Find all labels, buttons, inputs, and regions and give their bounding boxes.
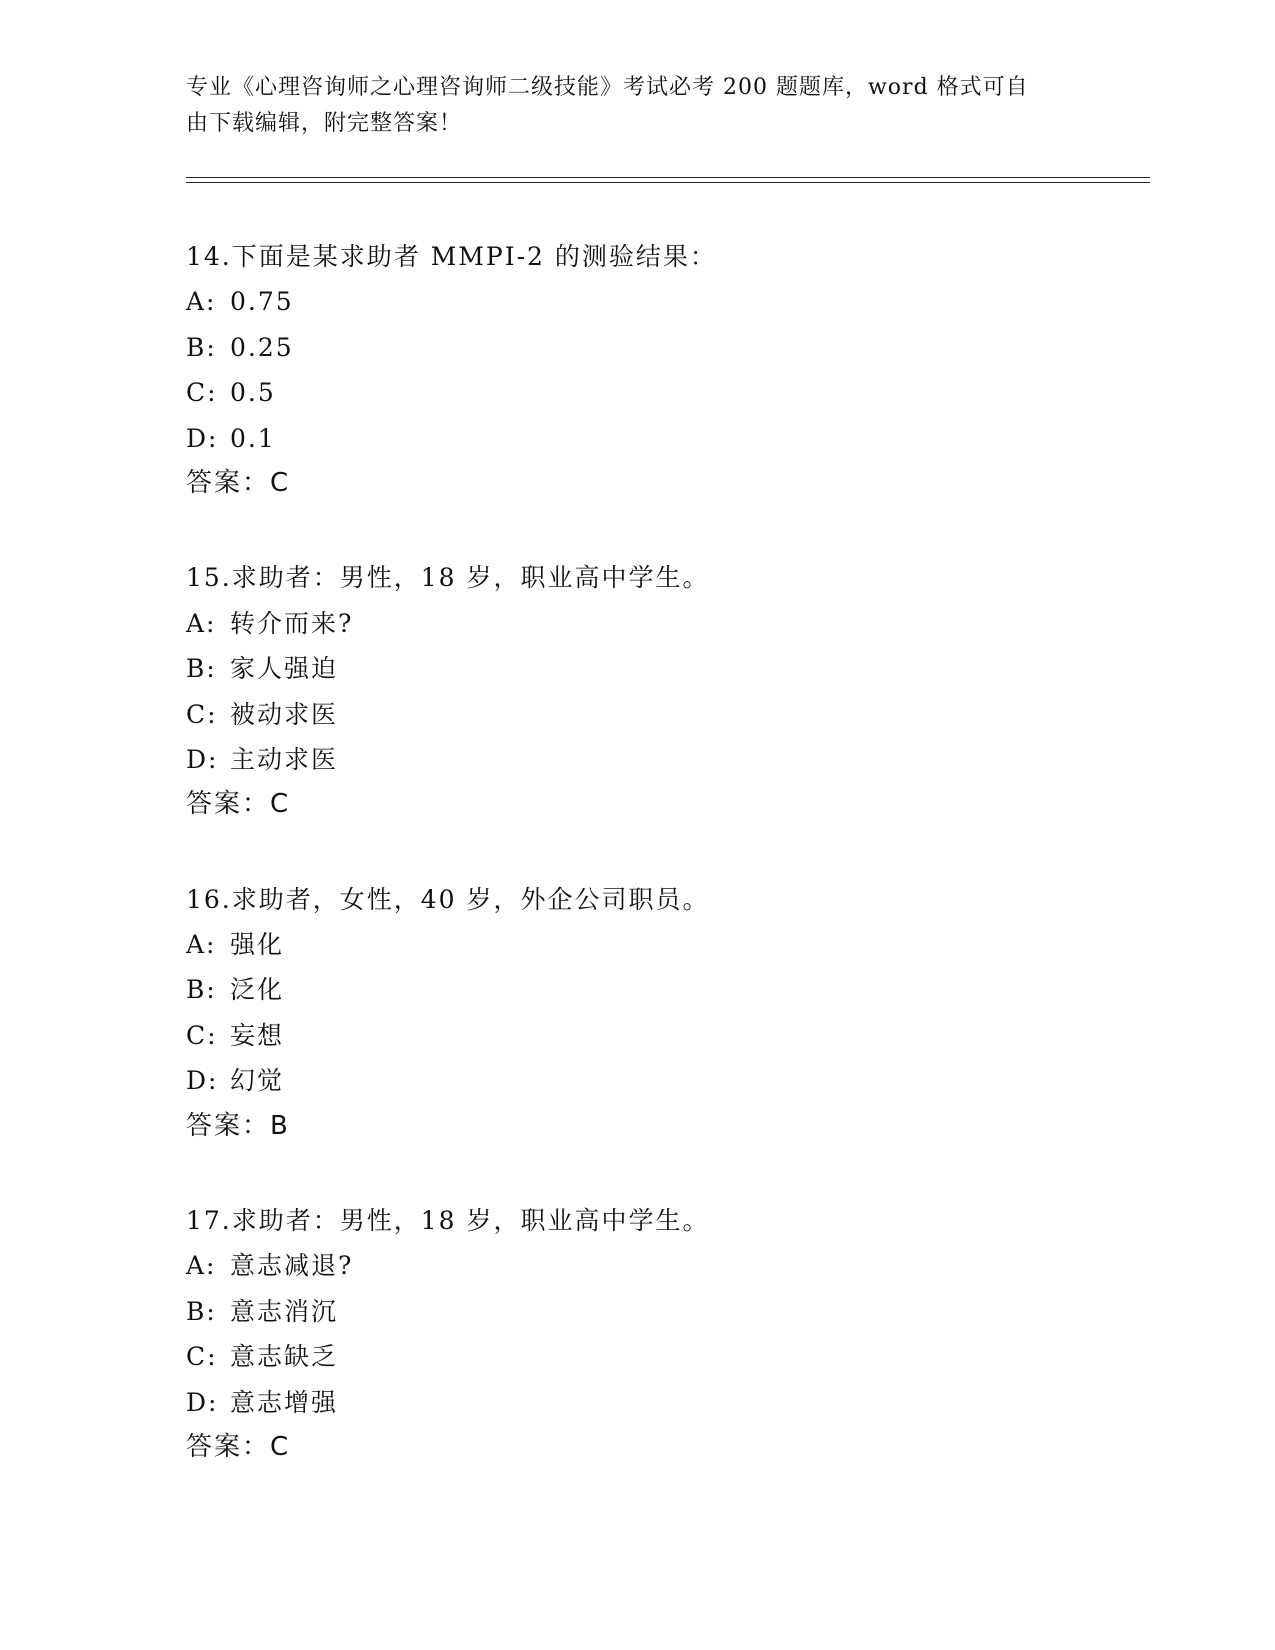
- header-line-2: 由下载编辑，附完整答案！: [186, 111, 463, 136]
- question-text: 16.求助者，女性，40 岁，外企公司职员。: [186, 884, 710, 914]
- option-text: 转介而来?: [230, 608, 354, 638]
- option-c: [186, 1013, 1086, 1058]
- option-text: 被动求医: [230, 699, 339, 729]
- document-header: [186, 70, 1066, 142]
- answer-line: 答案：C: [186, 467, 291, 498]
- option-text: 意志缺乏: [230, 1342, 339, 1372]
- option-d: [186, 1058, 1086, 1103]
- question-14: [186, 234, 1086, 506]
- option-b: [186, 646, 1086, 691]
- answer-line: 答案：C: [186, 1431, 291, 1462]
- option-b: [186, 325, 1086, 370]
- option-letter: C:: [186, 1342, 218, 1372]
- option-b: [186, 967, 1086, 1012]
- option-letter: B:: [186, 332, 217, 362]
- option-letter: B:: [186, 975, 217, 1005]
- option-letter: A:: [186, 287, 217, 317]
- option-text: 主动求医: [230, 744, 339, 774]
- question-16: [186, 877, 1086, 1149]
- option-c: [186, 370, 1086, 415]
- option-letter: D:: [186, 1066, 219, 1096]
- option-letter: D:: [186, 423, 219, 453]
- option-letter: A:: [186, 1251, 217, 1281]
- option-text: 妄想: [230, 1020, 285, 1050]
- question-text: 15.求助者：男性，18 岁，职业高中学生。: [186, 563, 710, 593]
- question-list: [186, 234, 1086, 1519]
- option-letter: B:: [186, 1296, 217, 1326]
- option-text: 0.25: [230, 332, 294, 362]
- option-text: 0.75: [230, 287, 294, 317]
- header-line-1: 专业《心理咨询师之心理咨询师二级技能》考试必考 200 题题库，word 格式可自: [186, 75, 1029, 100]
- question-17: [186, 1198, 1086, 1470]
- option-c: [186, 1334, 1086, 1379]
- option-text: 幻觉: [230, 1066, 285, 1096]
- answer-line: 答案：C: [186, 789, 291, 820]
- option-b: [186, 1289, 1086, 1334]
- option-text: 泛化: [230, 975, 285, 1005]
- option-text: 意志消沉: [230, 1296, 339, 1326]
- option-a: [186, 1243, 1086, 1288]
- answer-line: 答案：B: [186, 1110, 290, 1141]
- option-text: 意志增强: [230, 1387, 339, 1417]
- option-letter: C:: [186, 699, 218, 729]
- option-text: 意志减退?: [230, 1251, 354, 1281]
- option-letter: B:: [186, 654, 217, 684]
- question-text: 14.下面是某求助者 MMPI-2 的测验结果：: [186, 242, 717, 271]
- question-15: [186, 555, 1086, 827]
- option-letter: A:: [186, 608, 217, 638]
- option-letter: C:: [186, 1020, 218, 1050]
- option-c: [186, 692, 1086, 737]
- option-letter: D:: [186, 744, 219, 774]
- option-d: [186, 737, 1086, 782]
- option-d: [186, 1380, 1086, 1425]
- option-a: [186, 922, 1086, 967]
- option-text: 强化: [230, 930, 285, 960]
- option-letter: A:: [186, 930, 217, 960]
- option-letter: C:: [186, 378, 218, 408]
- option-text: 0.1: [230, 423, 276, 453]
- option-text: 0.5: [230, 378, 276, 408]
- option-letter: D:: [186, 1387, 219, 1417]
- header-divider: [186, 177, 1150, 183]
- option-text: 家人强迫: [230, 654, 339, 684]
- option-a: [186, 279, 1086, 324]
- question-text: 17.求助者：男性，18 岁，职业高中学生。: [186, 1206, 710, 1236]
- option-d: [186, 416, 1086, 461]
- option-a: [186, 601, 1086, 646]
